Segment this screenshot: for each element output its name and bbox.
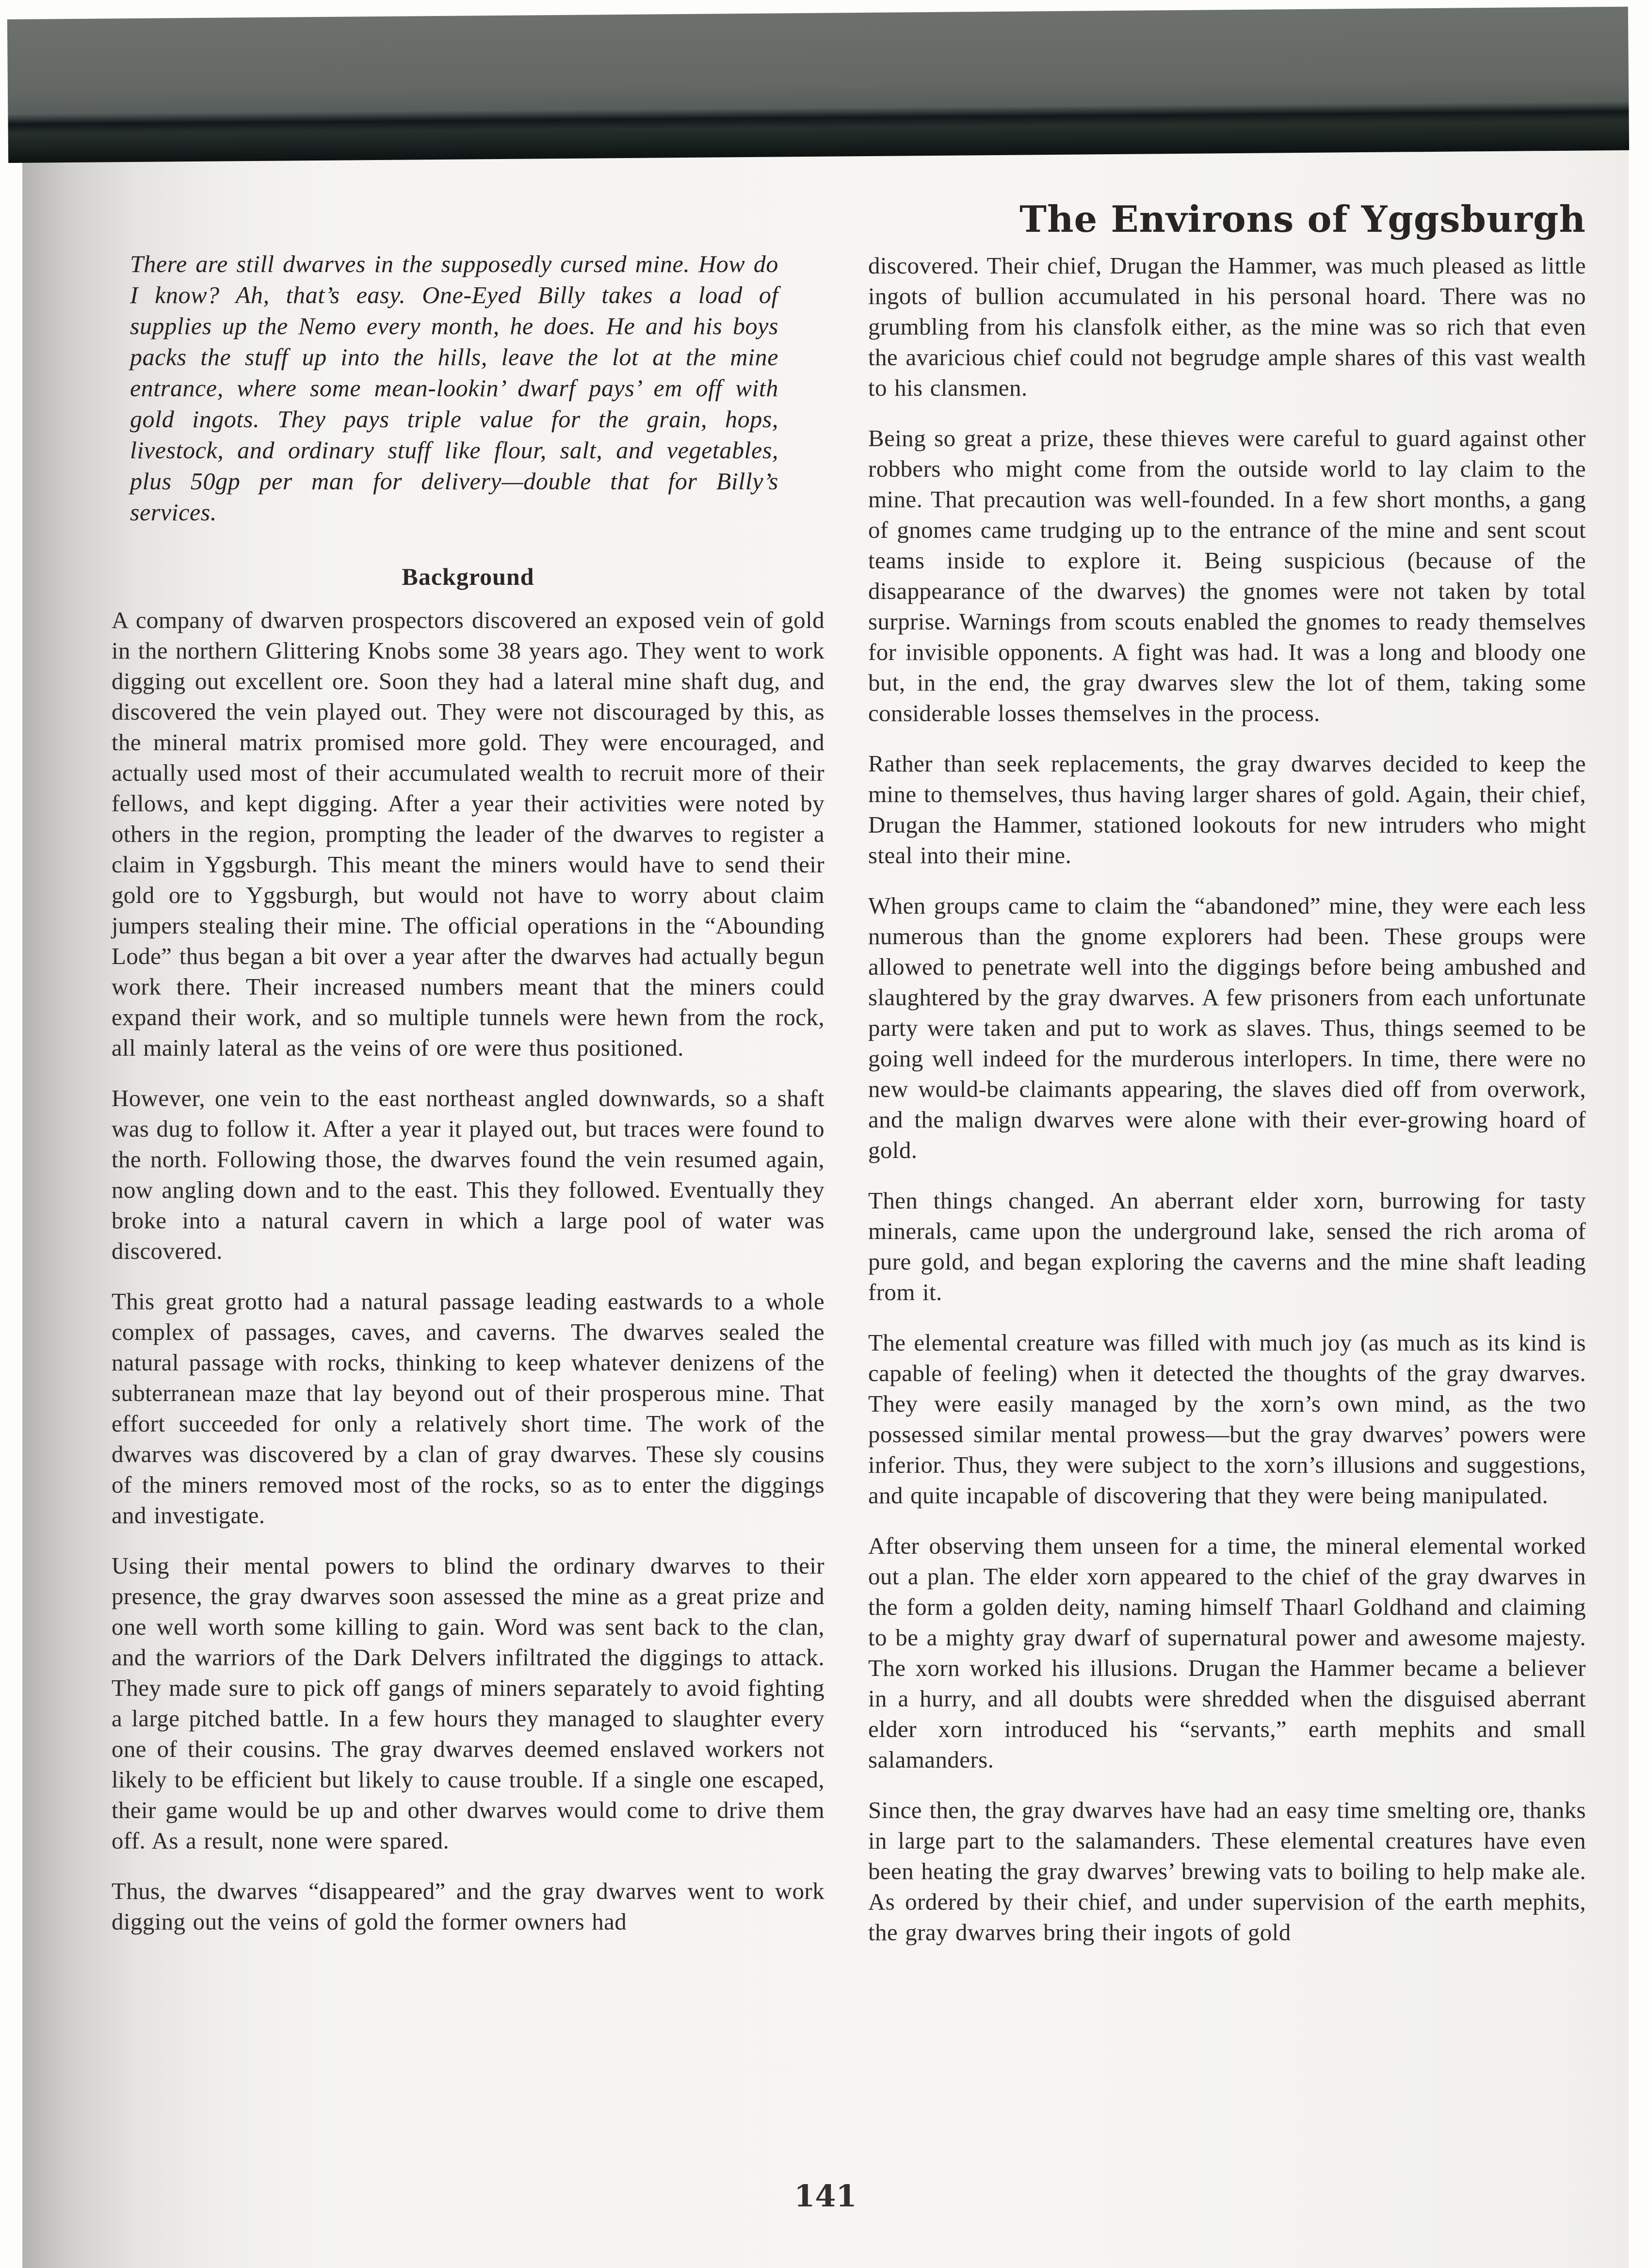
intro-quote: There are still dwarves in the supposedly cursed mine. How do I know? Ah, that’s easy. One-Eyed Billy takes a load of supplies up the Nemo every month, he does. He and his boys packs the stuff up into the hills, leave the lot at the mine entrance, where some mean-lookin’ dwarf pays’ em off with gold ingots. They pays triple value for the grain, hops, livestock, and ordinary stuff like flour, salt, and vegetables, plus 50gp per man for delivery—double that for Billy’s services. [130,250,778,526]
body-paragraph: A company of dwarven prospectors discovered an exposed vein of gold in the northern Glittering Knobs some 38 years ago. They went to work digging out excellent ore. Soon they had a lateral mine shaft dug, and discovered the vein played out. They were not discouraged by this, as the mineral matrix promised more gold. They were encouraged, and actually used most of their accumulated wealth to recruit more of their fellows, and kept digging. After a year their activities were noted by others in the region, prompting the leader of the dwarves to register a claim in Yggsburgh. This meant the miners would have to send their gold ore to Yggsburgh, but would not have to worry about claim jumpers stealing their mine. The official operations in the “Abounding Lode” thus began a bit over a year after the dwarves had actually begun work there. Their increased numbers meant that the miners could expand their work, and so multiple tunnels were hewn from the rock, all mainly lateral as the veins of ore were thus positioned. [112,607,824,1061]
body-paragraph: When groups came to claim the “abandoned” mine, they were each less numerous than the gnome explorers had been. These groups were allowed to penetrate well into the diggings before being ambushed and slaughtered by the gray dwarves. A few prisoners from each unfortunate party were taken and put to work as slaves. Thus, things seemed to be going well indeed for the murderous interlopers. In time, there were no new would-be claimants appearing, the slaves died off from overwork, and the malign dwarves were alone with their ever-growing hoard of gold. [868,892,1586,1163]
body-paragraph: After observing them unseen for a time, the mineral elemental worked out a plan. The elder xorn appeared to the chief of the gray dwarves in the form a golden deity, naming himself Thaarl Goldhand and claiming to be a mighty gray dwarf of supernatural power and awesome majesty. The xorn worked his illusions. Drugan the Hammer became a believer in a hurry, and all doubts were shredded when the disguised aberrant elder xorn introduced his “servants,” earth mephits and small salamanders. [868,1532,1586,1773]
body-paragraph: discovered. Their chief, Drugan the Hammer, was much pleased as little ingots of bullion accumulated in his personal hoard. There was no grumbling from his clansfolk either, as the mine was so rich that even the avaricious chief could not begrudge ample shares of this vast wealth to his clansmen. [868,252,1586,401]
body-paragraph: The elemental creature was filled with much joy (as much as its kind is capable of feeling) when it detected the thoughts of the gray dwarves. They were easily managed by the xorn’s own mind, as the two possessed similar mental prowess—but the gray dwarves’ powers were inferior. Thus, they were subject to the xorn’s illusions and suggestions, and quite incapable of discovering that they were being manipulated. [868,1329,1586,1509]
left-column [112,248,824,1937]
right-column [868,250,1586,1947]
body-paragraph: However, one vein to the east northeast angled downwards, so a shaft was dug to follow it. After a year it played out, but traces were found to the north. Following those, the dwarves found the vein resumed again, now angling down and to the east. This they followed. Eventually they broke into a natural cavern in which a large pool of water was discovered. [112,1085,825,1264]
body-paragraph: Using their mental powers to blind the ordinary dwarves to their presence, the gray dwarves soon assessed the mine as a great prize and one well worth some killing to gain. Word was sent back to the clan, and the warriors of the Dark Delvers infiltrated the diggings to attack. They made sure to pick off gangs of miners separately to avoid fighting a large pitched battle. In a few hours they managed to slaughter every one of their cousins. The gray dwarves deemed enslaved workers not likely to be efficient but likely to cause trouble. If a single one escaped, their game would be up and other dwarves would come to drive them off. As a result, none were spared. [112,1552,824,1854]
body-paragraph: Rather than seek replacements, the gray dwarves decided to keep the mine to themselves, thus having larger shares of gold. Again, their chief, Drugan the Hammer, stationed lookouts for new intruders who might steal into their mine. [868,750,1586,869]
page-number: 141 [794,2178,857,2214]
body-paragraph: This great grotto had a natural passage leading eastwards to a whole complex of passages, caves, and caverns. The dwarves sealed the natural passage with rocks, thinking to keep whatever denizens of the subterranean maze that lay beyond out of their prosperous mine. That effort succeeded for only a relatively short time. The work of the dwarves was discovered by a clan of gray dwarves. These sly cousins of the miners removed most of the rocks, so as to enter the diggings and investigate. [112,1288,824,1528]
background-heading: Background [402,563,534,590]
scanner-dark-band [7,7,1629,163]
body-paragraph: Since then, the gray dwarves have had an easy time smelting ore, thanks in large part to the salamanders. These elemental creatures have even been heating the gray dwarves’ brewing vats to boiling to help make ale. As ordered by their chief, and under supervision of the earth mephits, the gray dwarves bring their ingots of gold [868,1797,1586,1946]
page-title: The Environs of Yggsburgh [1019,198,1586,241]
body-paragraph: Thus, the dwarves “disappeared” and the gray dwarves went to work digging out the veins of gold the former owners had [112,1878,824,1935]
body-paragraph: Then things changed. An aberrant elder xorn, burrowing for tasty minerals, came upon the underground lake, sensed the rich aroma of pure gold, and began exploring the caverns and the mine shaft leading from it. [868,1187,1586,1305]
body-paragraph: Being so great a prize, these thieves were careful to guard against other robbers who might come from the outside world to lay claim to the mine. That precaution was well-founded. In a few short months, a gang of gnomes came trudging up to the entrance of the mine and sent scout teams inside to explore it. Being suspicious (because of the disappearance of the dwarves) the gnomes were not taken by total surprise. Warnings from scouts enabled the gnomes to ready themselves for invisible opponents. A fight was had. It was a long and bloody one but, in the end, the gray dwarves slew the lot of them, taking some considerable losses themselves in the process. [868,425,1586,726]
